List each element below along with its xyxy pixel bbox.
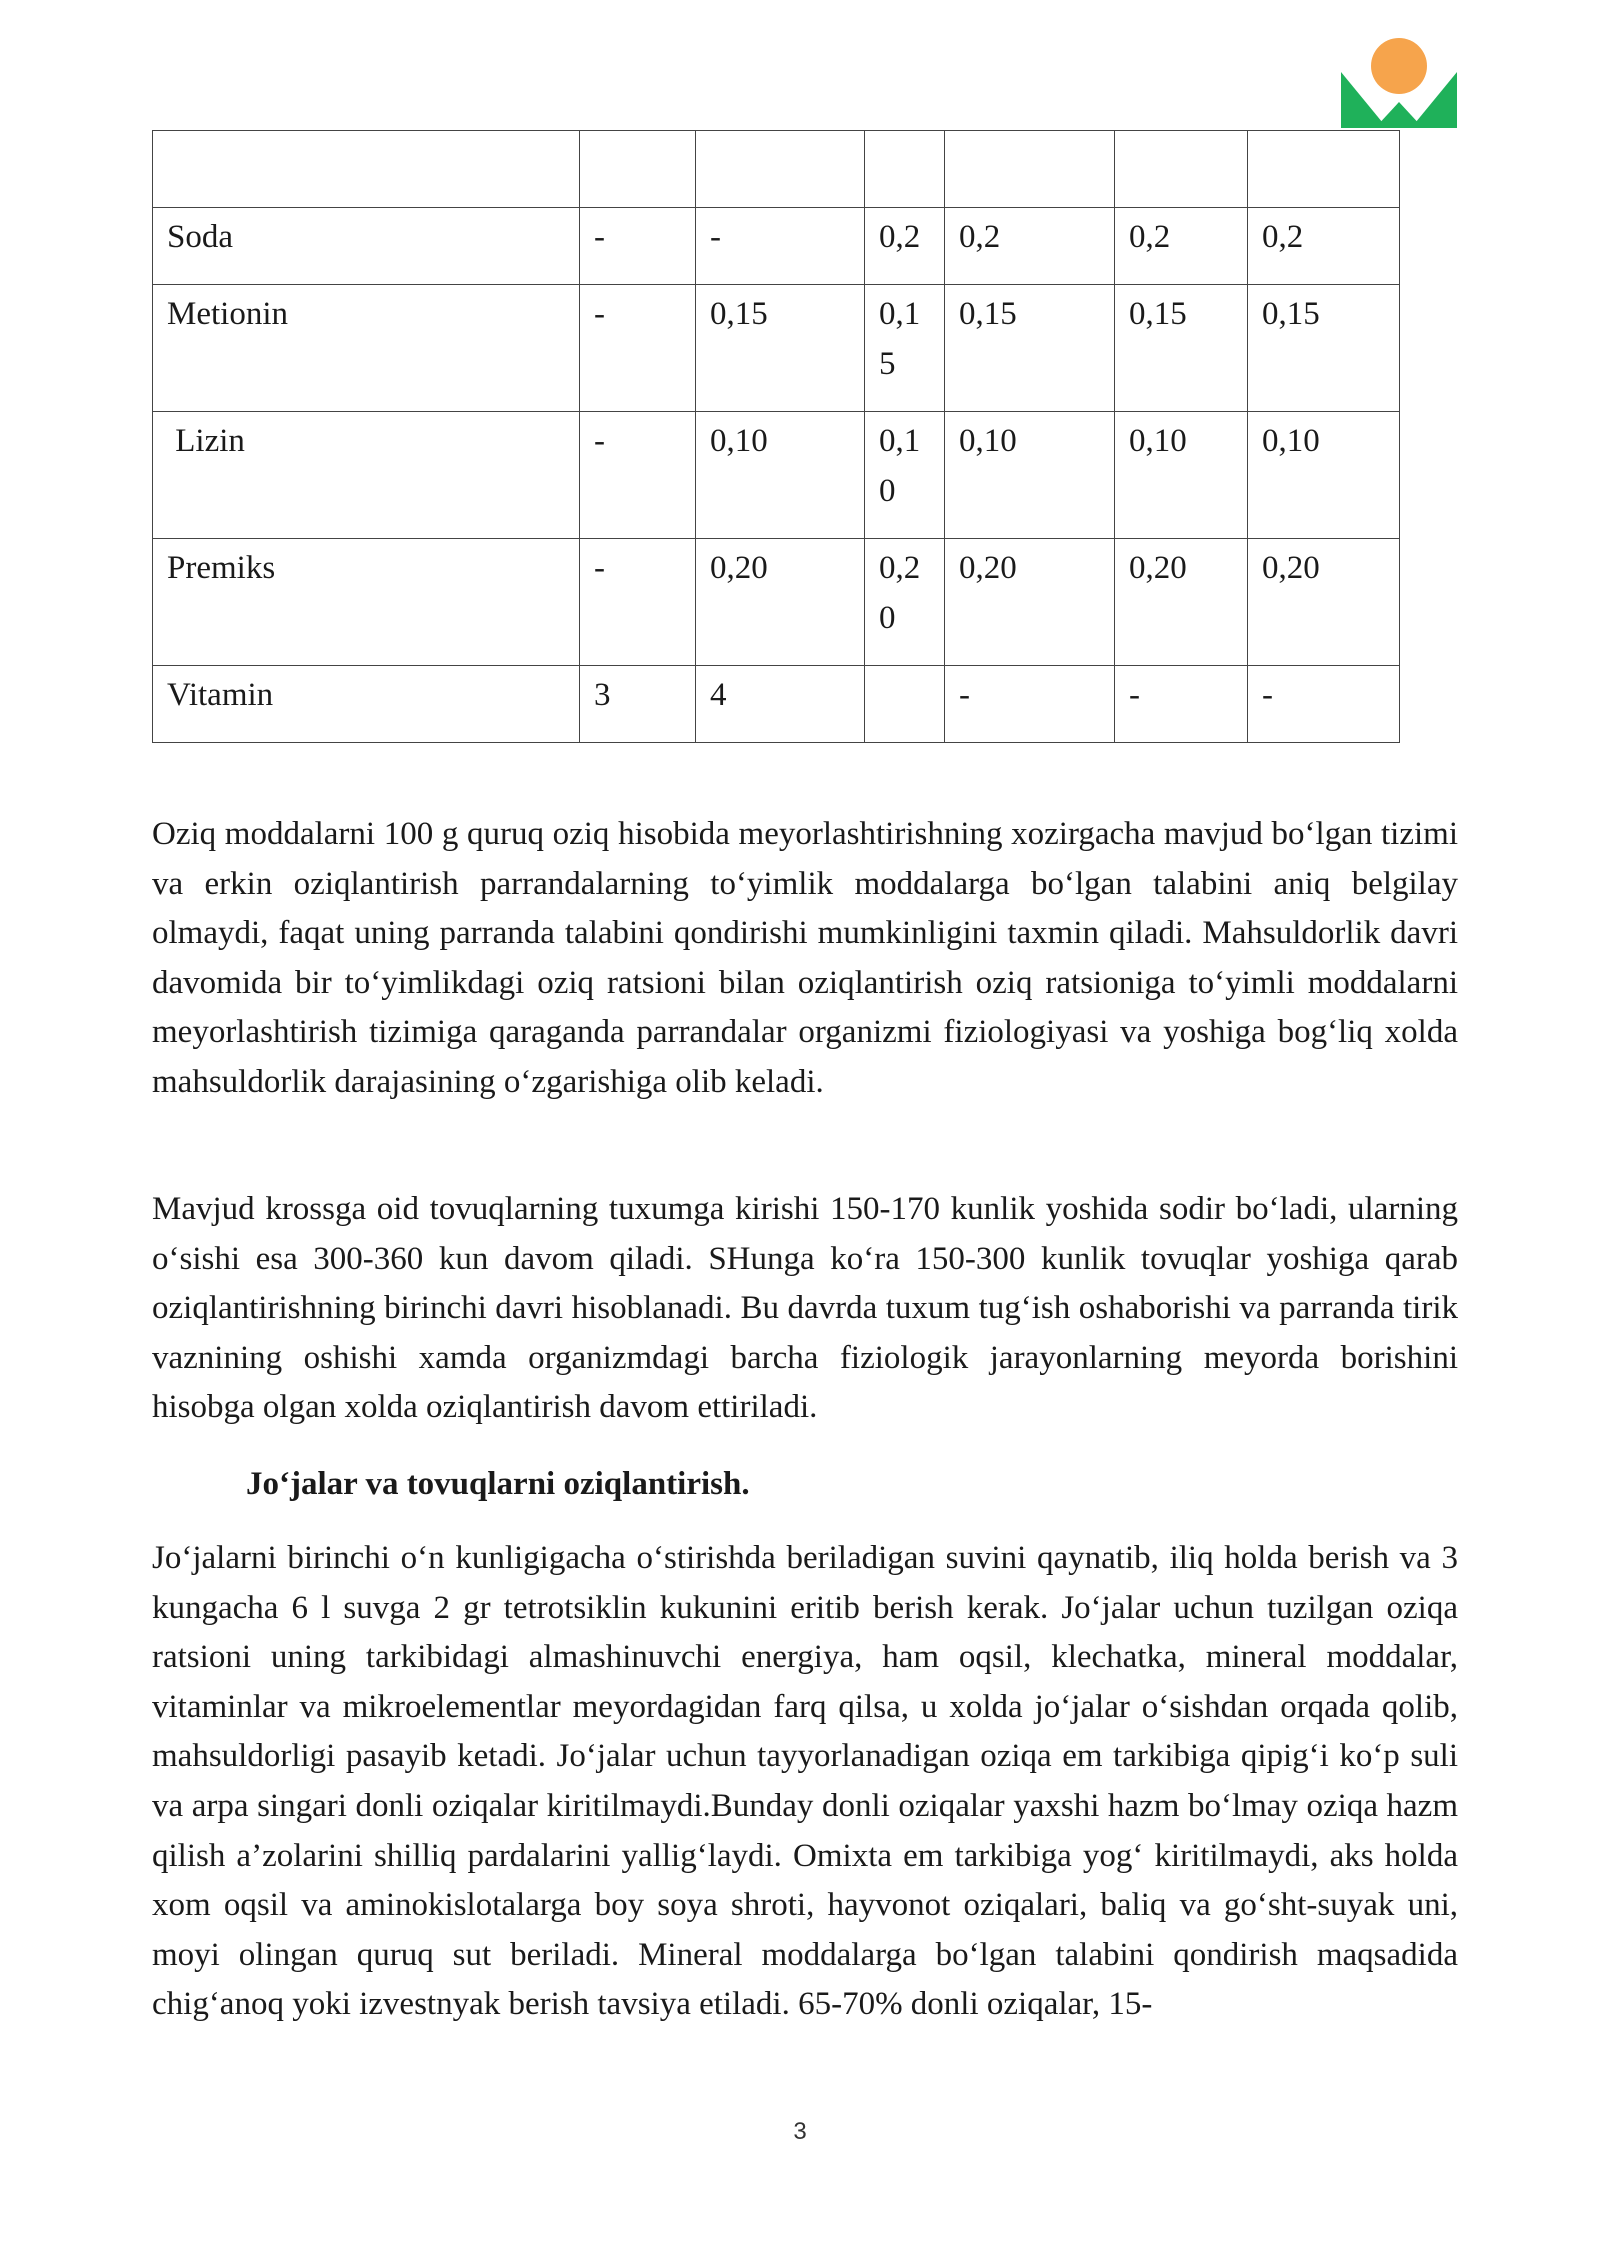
table-cell: 0,15 (945, 285, 1115, 412)
table-cell (865, 131, 945, 208)
table-row-label: Premiks (153, 539, 580, 666)
body-paragraph: Jo‘jalarni birinchi o‘n kunligigacha o‘stirishda beriladigan suvini qaynatib, iliq holda berish va 3 kungacha 6 l suvga 2 gr tetrotsiklin kukunini eritib berish kerak. Jo‘jalar uchun tuzilgan oziqa ratsioni uning tarkibidagi almashinuvchi energiya, ham oqsil, klechatka, mineral moddalar, vitaminlar va mikroelementlar meyordagidan farq qilsa, u xolda jo‘jalar o‘sishdan orqada qolib, mahsuldorligi pasayib ketadi. Jo‘jalar uchun tayyorlanadigan oziqa em tarkibiga qipig‘i ko‘p suli va arpa singari donli oziqalar kiritilmaydi.Bunday donli oziqalar yaxshi hazm bo‘lmay oziqa hazm qilish a’zolarini shilliq pardalarini yallig‘laydi. Omixta em tarkibiga yog‘ kiritilmaydi, aks holda xom oqsil va aminokislotalarga boy soya shroti, hayvonot oziqalari, baliq va go‘sht-suyak uni, moyi olingan quruq sut beriladi. Mineral moddalarga bo‘lgan talabini qondirish maqsadida chig‘anoq yoki izvestnyak berish tavsiya etiladi. 65-70% donli oziqalar, 15- (152, 1540, 1458, 2023)
table-cell: 0,2 (945, 208, 1115, 285)
table-cell (865, 666, 945, 743)
table-cell: 4 (696, 666, 865, 743)
table-cell: 0,15 (865, 285, 945, 412)
table-cell: - (580, 412, 696, 539)
table-cell: 0,2 (1115, 208, 1248, 285)
table-row-label: Metionin (153, 285, 580, 412)
logo (1341, 36, 1457, 128)
table-cell: - (580, 208, 696, 285)
table-row-label: Soda (153, 208, 580, 285)
table-cell: 3 (580, 666, 696, 743)
table-cell: 0,10 (1115, 412, 1248, 539)
table-row (153, 666, 1400, 743)
body-paragraph: Oziq moddalarni 100 g quruq oziq hisobida meyorlashtirishning xozirgacha mavjud bo‘lgan tizimi va erkin oziqlantirish parrandalarning to‘yimlik moddalarga bo‘lgan talabini aniq belgilay olmaydi, faqat uning parranda talabini qondirishi mumkinligini taxmin qiladi. Mahsuldorlik davri davomida bir to‘yimlikdagi oziq ratsioni bilan oziqlantirish oziq ratsioniga to‘yimli moddalarni meyorlashtirish tizimiga qaraganda parrandalar organizmi fiziologiyasi va yoshiga bog‘liq xolda mahsuldorlik darajasining o‘zgarishiga olib keladi. (152, 816, 1458, 1100)
table-cell: - (696, 208, 865, 285)
table-cell: 0,15 (696, 285, 865, 412)
table-cell: 0,20 (696, 539, 865, 666)
table-cell: 0,10 (865, 412, 945, 539)
table-row (153, 285, 1400, 412)
table-cell: 0,2 (1248, 208, 1400, 285)
table-cell: 0,15 (1115, 285, 1248, 412)
table-cell (945, 131, 1115, 208)
logo-sun-icon (1371, 38, 1427, 94)
table-cell: - (1115, 666, 1248, 743)
logo-chevron-base (1375, 102, 1423, 128)
table-row (153, 412, 1400, 539)
body-paragraph: Mavjud krossga oid tovuqlarning tuxumga kirishi 150-170 kunlik yoshida sodir bo‘ladi, ularning o‘sishi esa 300-360 kun davom qiladi. SHunga ko‘ra 150-300 kunlik tovuqlar yoshiga qarab oziqlantirishning birinchi davri hisoblanadi. Bu davrda tuxum tug‘ish oshaborishi va parranda tirik vaznining oshishi xamda organizmdagi barcha fiziologik jarayonlarning meyorda borishini hisobga olgan xolda oziqlantirish davom ettiriladi. (152, 1191, 1458, 1426)
table-row (153, 208, 1400, 285)
table-cell: 0,10 (696, 412, 865, 539)
table-cell: 0,20 (945, 539, 1115, 666)
section-heading: Jo‘jalar va tovuqlarni oziqlantirish. (246, 1466, 750, 1502)
table-cell (696, 131, 865, 208)
table-cell: 0,15 (1248, 285, 1400, 412)
table-row-label: Lizin (153, 412, 580, 539)
table-cell: 0,10 (945, 412, 1115, 539)
table-cell: - (945, 666, 1115, 743)
feed-ration-table (152, 130, 1400, 743)
table-row-label: Vitamin (153, 666, 580, 743)
table-cell: - (580, 285, 696, 412)
table-cell: - (580, 539, 696, 666)
page-number: 3 (793, 2118, 807, 2145)
table-cell: 0,20 (1115, 539, 1248, 666)
logo-icon (1341, 36, 1457, 128)
table-cell: 0,20 (865, 539, 945, 666)
table-cell: 0,2 (865, 208, 945, 285)
table-cell (153, 131, 580, 208)
table-cell: - (1248, 666, 1400, 743)
table-cell (1248, 131, 1400, 208)
table-row (153, 131, 1400, 208)
table-cell: 0,20 (1248, 539, 1400, 666)
table-cell (1115, 131, 1248, 208)
table-cell (580, 131, 696, 208)
table-cell: 0,10 (1248, 412, 1400, 539)
table-row (153, 539, 1400, 666)
